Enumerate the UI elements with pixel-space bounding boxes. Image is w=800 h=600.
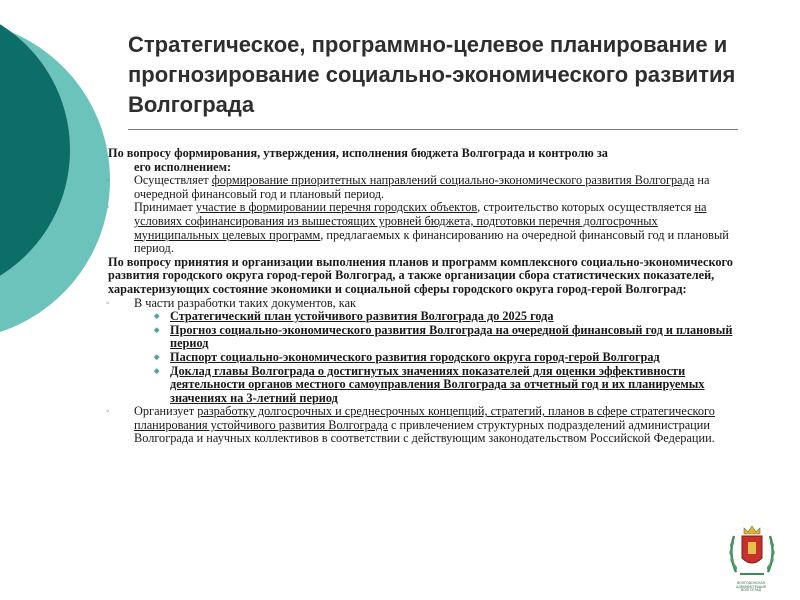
slide-title: Стратегическое, программно-целевое планирование и прогнозирование социально-экономического развития Волгограда [128,32,736,117]
city-emblem-icon [726,522,778,582]
title-divider [128,129,738,130]
slide-content [108,147,733,446]
document-item-4: ◆ Доклад главы Волгограда о достигнутых значениях показателей для оценки эффективности деятельности органов местного самоуправления Волгограда за отчетный год и их планируемых значениях на 3-летний период [108,365,733,406]
emblem-caption: ВОЛГОДОНСКАЯ АДМИНИСТРАЦИЯ ВОЛГОГРАД [736,581,766,593]
section2-bullet-2: ◦ Организует разработку долгосрочных и среднесрочных концепций, стратегий, планов в сфере стратегического планирования устойчивого развития Волгограда с привлечением структурных подразделений администрации Волгограда и научных коллективов в соответствии с действующим законодательством Российской Федерации. [108,405,733,446]
section1-heading: По вопросу формирования, утверждения, исполнения бюджета Волгограда и контролю за его исполнением: [108,146,608,174]
document-item-2: ◆ Прогноз социально-экономического развития Волгограда на очередной финансовый год и плановый период [108,324,733,351]
section1-bullet-2: ◦ Принимает участие в формировании перечня городских объектов, строительство которых осуществляется на условиях софинансирования из вышестоящих уровней бюджета, подготовки перечня долгосрочных муниципальных целевых программ, предлагаемых к финансированию на очередной финансовый год и плановый период. [108,201,733,255]
section1-bullet-1: ◦ Осуществляет формирование приоритетных направлений социально-экономического развития Волгограда на очередной финансовый год и плановый период. [108,174,733,201]
document-item-3: ◆ Паспорт социально-экономического развития городского округа город-герой Волгоград [108,351,733,365]
section2-heading: По вопросу принятия и организации выполнения планов и программ комплексного социально-экономического развития городского округа город-герой Волгоград, а также организации сбора статистических показателей, характеризующих состояние экономики и социальной сферы городского округа город-герой Волгоград: [108,254,733,296]
document-item-1: ◆ Стратегический план устойчивого развития Волгограда до 2025 года [108,310,733,324]
section2-bullet-1: ◦ В части разработки таких документов, как [108,297,733,311]
